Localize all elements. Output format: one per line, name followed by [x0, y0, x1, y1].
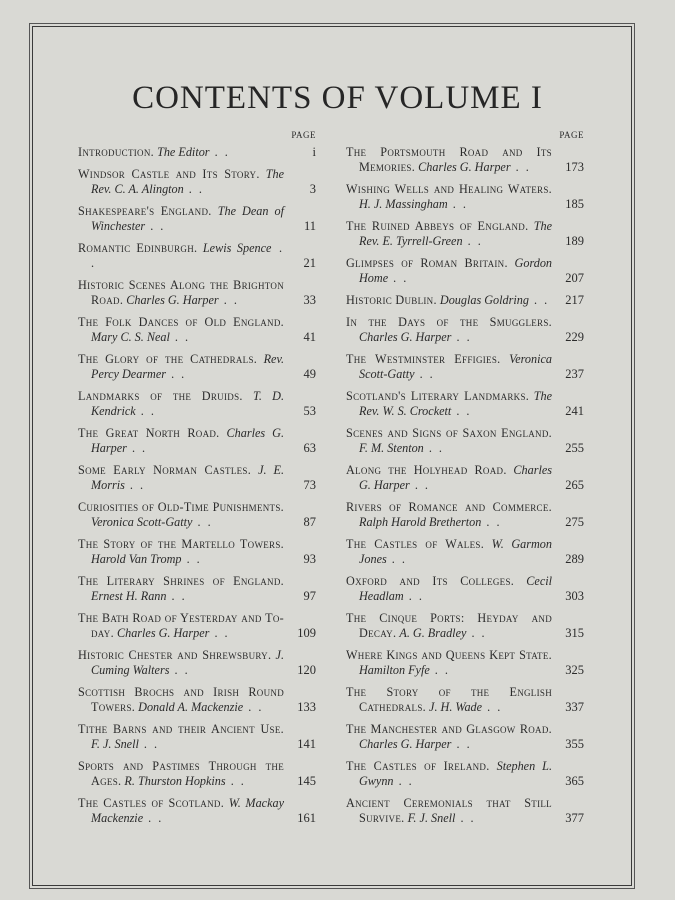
contents-entry	[346, 145, 584, 175]
entry-page-number: 109	[297, 626, 316, 640]
entry-page-number: 41	[303, 330, 316, 344]
entry-title: Tithe Barns and their Ancient Use.	[78, 722, 284, 736]
entry-page-number: 133	[297, 700, 316, 714]
contents-entry	[78, 315, 316, 345]
entry-page-number: 63	[303, 441, 316, 455]
entry-title: The Story of the Martello Towers.	[78, 537, 284, 551]
contents-entry	[78, 241, 316, 271]
entry-page-number: 241	[565, 404, 584, 418]
page-column-header: PAGE	[559, 130, 584, 140]
entry-page-number: 145	[297, 774, 316, 788]
contents-entry	[78, 574, 316, 604]
contents-entry	[78, 426, 316, 456]
contents-entry	[78, 611, 316, 641]
entry-title: The Manchester and Glasgow Road.	[346, 722, 552, 736]
entry-page-number: 265	[565, 478, 584, 492]
contents-entry	[78, 722, 316, 752]
contents-entry	[346, 426, 584, 456]
entry-page-number: 97	[303, 589, 316, 603]
entry-page-number: 337	[565, 700, 584, 714]
entry-title: Glimpses of Roman Britain.	[346, 256, 508, 270]
entry-page-number: 365	[565, 774, 584, 788]
contents-entry	[346, 352, 584, 382]
entry-title: Landmarks of the Druids.	[78, 389, 243, 403]
entry-title: Scotland's Literary Landmarks.	[346, 389, 530, 403]
entry-page-number: 303	[565, 589, 584, 603]
entry-page-number: 207	[565, 271, 584, 285]
contents-entry	[346, 722, 584, 752]
contents-entry	[346, 685, 584, 715]
entry-author: Donald A. Mackenzie . .	[138, 700, 263, 714]
entry-title: Romantic Edinburgh.	[78, 241, 198, 255]
entry-page-number: 21	[303, 256, 316, 270]
entry-author: T. D. Kendrick . .	[91, 389, 284, 418]
entry-title: The Folk Dances of Old England.	[78, 315, 284, 329]
entry-page-number: i	[312, 145, 316, 159]
entry-author: Mary C. S. Neal . .	[91, 330, 190, 344]
entry-title: Historic Dublin.	[346, 293, 437, 307]
entry-title: The Bath Road of Yesterday and To-day.	[78, 611, 284, 640]
contents-entry	[78, 463, 316, 493]
entry-page-number: 189	[565, 234, 584, 248]
contents-entry	[346, 574, 584, 604]
entry-page-number: 289	[565, 552, 584, 566]
entry-author: Rev. Percy Dearmer . .	[91, 352, 284, 381]
page-column-header: PAGE	[291, 130, 316, 140]
entry-author: Veronica Scott-Gatty . .	[91, 515, 213, 529]
contents-entry	[78, 352, 316, 382]
entry-author: Douglas Goldring . .	[440, 293, 549, 307]
entry-title: The Westminster Effigies.	[346, 352, 501, 366]
entry-author: Charles G. Harper . .	[418, 160, 531, 174]
entry-title: Scottish Brochs and Irish Round Towers.	[78, 685, 284, 714]
entry-page-number: 73	[303, 478, 316, 492]
entry-title: Introduction.	[78, 145, 155, 159]
entry-page-number: 3	[309, 182, 316, 196]
contents-column-left	[78, 130, 316, 833]
contents-entry	[78, 204, 316, 234]
entry-page-number: 53	[303, 404, 316, 418]
entry-author: F. M. Stenton . .	[359, 441, 444, 455]
entry-title: The Portsmouth Road and Its Memories.	[346, 145, 552, 174]
contents-entry	[346, 759, 584, 789]
entry-page-number: 49	[303, 367, 316, 381]
entry-author: The Rev. C. A. Alington . .	[91, 167, 284, 196]
entry-page-number: 93	[303, 552, 316, 566]
contents-entry	[78, 685, 316, 715]
entry-title: Historic Chester and Shrewsbury.	[78, 648, 272, 662]
contents-column-right	[346, 130, 584, 833]
entry-title: The Cinque Ports: Heyday and Decay.	[346, 611, 552, 640]
contents-entry	[346, 293, 584, 308]
entry-title: The Literary Shrines of England.	[78, 574, 284, 588]
entry-page-number: 325	[565, 663, 584, 677]
entry-page-number: 141	[297, 737, 316, 751]
entry-title: The Great North Road.	[78, 426, 220, 440]
entry-page-number: 217	[565, 293, 584, 307]
entry-author: J. E. Morris . .	[91, 463, 284, 492]
entry-title: The Glory of the Cathedrals.	[78, 352, 258, 366]
entry-page-number: 87	[303, 515, 316, 529]
contents-entry	[78, 796, 316, 826]
contents-entry	[78, 759, 316, 789]
entry-author: Cecil Headlam . .	[359, 574, 552, 603]
contents-entry	[346, 256, 584, 286]
contents-entry	[78, 648, 316, 678]
entry-author: Charles G. Harper . .	[117, 626, 230, 640]
entry-author: J. Cuming Walters . .	[91, 648, 284, 677]
entry-title: The Story of the English Cathedrals.	[346, 685, 552, 714]
entry-author: Charles G. Harper . .	[126, 293, 239, 307]
entry-title: Wishing Wells and Healing Waters.	[346, 182, 552, 196]
entry-title: Rivers of Romance and Commerce.	[346, 500, 552, 514]
entry-page-number: 237	[565, 367, 584, 381]
entry-title: Along the Holyhead Road.	[346, 463, 507, 477]
contents-entry	[346, 182, 584, 212]
entry-page-number: 161	[297, 811, 316, 825]
entry-page-number: 315	[565, 626, 584, 640]
entry-title: Where Kings and Queens Kept State.	[346, 648, 552, 662]
entry-author: F. J. Snell . .	[408, 811, 476, 825]
contents-entry	[346, 537, 584, 567]
contents-entry	[346, 796, 584, 826]
entry-author: Stephen L. Gwynn . .	[359, 759, 552, 788]
contents-entry	[346, 500, 584, 530]
contents-entry	[78, 500, 316, 530]
entry-page-number: 229	[565, 330, 584, 344]
entry-author: The Rev. W. S. Crockett . .	[359, 389, 552, 418]
entry-title: Some Early Norman Castles.	[78, 463, 252, 477]
contents-entry	[78, 537, 316, 567]
contents-entry	[346, 463, 584, 493]
contents-entry	[346, 611, 584, 641]
entry-author: Lewis Spence . .	[91, 241, 284, 270]
entry-title: Curiosities of Old-Time Punishments.	[78, 500, 284, 514]
entry-author: Gordon Home . .	[359, 256, 552, 285]
contents-entry	[78, 167, 316, 197]
contents-entry	[346, 648, 584, 678]
entry-author: J. H. Wade . .	[429, 700, 502, 714]
entry-author: Charles G. Harper . .	[359, 330, 472, 344]
entry-title: Historic Scenes Along the Brighton Road.	[78, 278, 284, 307]
entry-title: The Castles of Scotland.	[78, 796, 225, 810]
entry-author: Ralph Harold Bretherton . .	[359, 515, 502, 529]
entry-author: Veronica Scott-Gatty . .	[359, 352, 552, 381]
entry-author: H. J. Massingham . .	[359, 197, 468, 211]
entry-title: Shakespeare's England.	[78, 204, 212, 218]
contents-entry	[78, 278, 316, 308]
page-title: CONTENTS OF VOLUME I	[132, 80, 543, 116]
entry-title: The Ruined Abbeys of England.	[346, 219, 529, 233]
entry-title: Sports and Pastimes Through the Ages.	[78, 759, 284, 788]
contents-entry	[78, 389, 316, 419]
entry-title: Windsor Castle and Its Story.	[78, 167, 260, 181]
entry-author: A. G. Bradley . .	[399, 626, 486, 640]
entry-page-number: 173	[565, 160, 584, 174]
entry-title: The Castles of Ireland.	[346, 759, 490, 773]
entry-author: F. J. Snell . .	[91, 737, 159, 751]
entry-author: Ernest H. Rann . .	[91, 589, 187, 603]
entry-page-number: 255	[565, 441, 584, 455]
contents-entry	[78, 145, 316, 160]
entry-author: Charles G. Harper . .	[91, 426, 284, 455]
entry-page-number: 185	[565, 197, 584, 211]
entry-author: R. Thurston Hopkins . .	[124, 774, 245, 788]
entry-author: The Dean of Winchester . .	[91, 204, 284, 233]
entry-page-number: 11	[303, 219, 316, 233]
entry-title: Ancient Ceremonials that Still Survive.	[346, 796, 552, 825]
entry-title: The Castles of Wales.	[346, 537, 485, 551]
entry-page-number: 377	[565, 811, 584, 825]
entry-title: Oxford and Its Colleges.	[346, 574, 515, 588]
entry-page-number: 355	[565, 737, 584, 751]
entry-author: W. Garmon Jones . .	[359, 537, 552, 566]
entry-author: The Editor . .	[157, 145, 230, 159]
entry-author: Charles G. Harper . .	[359, 737, 472, 751]
contents-entry	[346, 219, 584, 249]
entry-title: In the Days of the Smugglers.	[346, 315, 552, 329]
entry-author: Charles G. Harper . .	[359, 463, 552, 492]
contents-entry	[346, 389, 584, 419]
entry-page-number: 33	[303, 293, 316, 307]
entry-author: The Rev. E. Tyrrell-Green . .	[359, 219, 552, 248]
contents-entry	[346, 315, 584, 345]
entry-author: Harold Van Tromp . .	[91, 552, 202, 566]
entry-page-number: 275	[565, 515, 584, 529]
entry-page-number: 120	[297, 663, 316, 677]
entry-title: Scenes and Signs of Saxon England.	[346, 426, 552, 440]
entry-author: W. Mackay Mackenzie . .	[91, 796, 284, 825]
entry-author: Hamilton Fyfe . .	[359, 663, 450, 677]
